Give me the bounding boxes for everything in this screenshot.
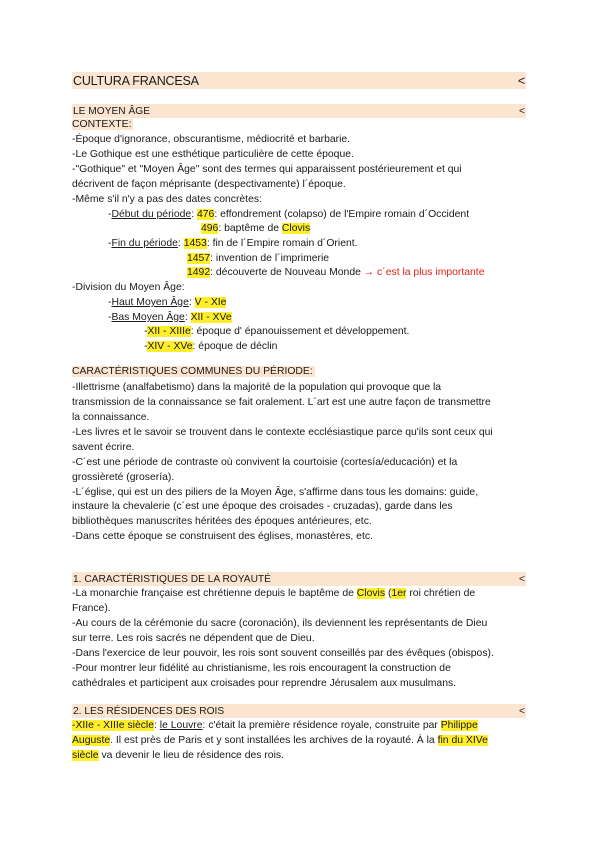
text-line: -Même s'il n'y a pas des dates concrètes: xyxy=(72,194,262,205)
text-line: siècle va devenir le lieu de résidence des rois. xyxy=(72,750,284,761)
section-header-royaute xyxy=(72,572,526,586)
text-line: grossièreté (grosería). xyxy=(72,472,175,483)
text-line: décrivent de façon méprisante (despectivamente) l´époque. xyxy=(72,179,346,190)
text-line: bibliothèques manuscrites héritées des époques antérieures, etc. xyxy=(72,516,372,527)
debut-periode-line: -Début du période: 476: effondrement (colapso) de l'Empire romain d´Occident xyxy=(108,209,470,220)
context-label: CONTEXTE: xyxy=(72,119,132,130)
back-arrow-icon[interactable]: < xyxy=(519,705,525,717)
section-title: 1. CARACTÉRISTIQUES DE LA ROYAUTÉ xyxy=(73,573,271,585)
xii-xiii-line: -XII - XIIIe: époque d' épanouissement et développement. xyxy=(144,326,410,337)
bas-moyen-age-line: -Bas Moyen Âge: XII - XVe xyxy=(108,312,232,323)
xiv-xv-line: -XIV - XVe: époque de déclin xyxy=(144,341,278,352)
fin-periode-line: -Fin du période: 1453: fin de l´Empire romain d´Orient. xyxy=(108,238,358,249)
date-1492-line: 1492: découverte de Nouveau Monde → c´est la plus importante xyxy=(187,267,485,278)
text-line: la connaissance. xyxy=(72,412,150,423)
text-line: -Au cours de la cérémonie du sacre (coronación), ils deviennent les représentants de Dieu xyxy=(72,618,488,629)
text-line: -Division du Moyen Âge: xyxy=(72,282,185,293)
document-title-bar xyxy=(72,72,526,89)
text-line: Auguste. Il est près de Paris et y sont installées les archives de la royauté. À la fin du XIVe xyxy=(72,735,488,746)
back-arrow-icon[interactable]: < xyxy=(519,573,525,585)
text-line: -Les livres et le savoir se trouvent dans le contexte ecclésiastique parce qu'ils sont ceux qui xyxy=(72,427,493,438)
date-1457-line: 1457: invention de l´imprimerie xyxy=(187,253,330,264)
back-arrow-icon[interactable]: < xyxy=(519,105,525,117)
text-line: cathédrales et participent aux croisades pour reprendre Jérusalem aux musulmans. xyxy=(72,678,457,689)
text-line: -Pour montrer leur fidélité au christianisme, les rois encouragent la construction de xyxy=(72,663,451,674)
section-header-moyen-age xyxy=(72,104,526,118)
text-line: -"Gothique" et "Moyen Âge" sont des termes qui apparaissent postérieurement et qui xyxy=(72,164,462,175)
text-line: -XIIe - XIIIe siècle: le Louvre: c'était la première résidence royale, construite par Philippe xyxy=(72,720,478,731)
text-line: -C´est une période de contraste où convivent la courtoisie (cortesía/educación) et la xyxy=(72,457,458,468)
text-line: -L´église, qui est un des piliers de la Moyen Âge, s'affirme dans tous les domains: guide, xyxy=(72,487,479,498)
text-line: transmission de la connaissance se fait oralement. L´art est une autre façon de transmettre xyxy=(72,397,491,408)
section-title-caracteristiques: CARACTÉRISTIQUES COMMUNES DU PÉRIODE: xyxy=(72,366,313,377)
text-line: sur terre. Les rois sacrés ne dépendent que de Dieu. xyxy=(72,633,315,644)
text-line: -Époque d'ignorance, obscurantisme, médiocrité et barbarie. xyxy=(72,134,351,145)
text-line: savent écrire. xyxy=(72,442,135,453)
text-line: -Le Gothique est une esthétique particulière de cette époque. xyxy=(72,149,354,160)
back-arrow-icon[interactable]: < xyxy=(517,73,525,88)
section-title: LE MOYEN ÂGE xyxy=(73,105,150,117)
haut-moyen-age-line: -Haut Moyen Âge: V - XIe xyxy=(108,297,227,308)
text-line: -Illettrisme (analfabetismo) dans la majorité de la population qui provoque que la xyxy=(72,382,442,393)
text-line: -La monarchie française est chrétienne depuis le baptême de Clovis (1er roi chrétien de xyxy=(72,588,476,599)
text-line: -Dans cette époque se construisent des églises, monastères, etc. xyxy=(72,531,373,542)
document-title: CULTURA FRANCESA xyxy=(73,73,199,88)
section-title: 2. LES RÉSIDENCES DES ROIS xyxy=(73,705,225,717)
text-line: instaure la chevalerie (c´est une époque des croisades - cruzadas), garde dans les xyxy=(72,501,453,512)
section-header-residences xyxy=(72,704,526,718)
importance-note: → c´est la plus importante xyxy=(363,267,485,278)
text-line: -Dans l'exercice de leur pouvoir, les rois sont souvent conseillés par des évêques (obispos). xyxy=(72,648,494,659)
date-496-line: 496: baptême de Clovis xyxy=(201,223,311,234)
text-line: France). xyxy=(72,603,111,614)
